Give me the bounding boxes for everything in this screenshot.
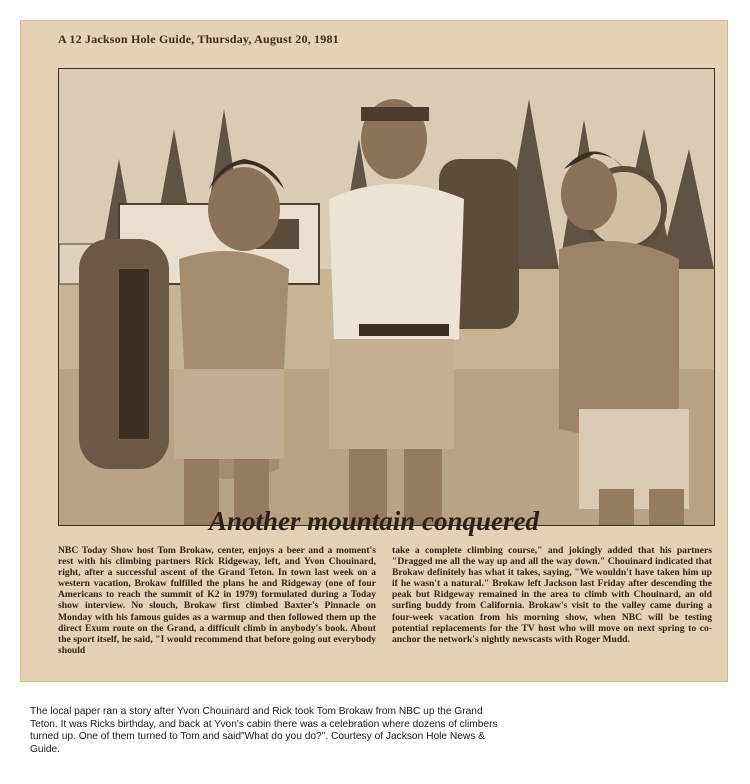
photo-illustration	[59, 69, 714, 525]
headline: Another mountain conquered	[208, 506, 540, 536]
dateline: A 12 Jackson Hole Guide, Thursday, August 20, 1981	[58, 32, 339, 46]
article-column-left: NBC Today Show host Tom Brokaw, center, enjoys a beer and a moment's rest with his climbing partners Rick Ridgeway, left, and Yvon Chouinard, right, after a successful ascent of the Grand Teton. In town last week on a western vacation, Brokaw fulfilled the plans he and Ridgeway (one of four Americans to reach the summit of K2 in 1979) formulated during a Today show interview. No slouch, Brokaw first climbed Baxter's Pinnacle on Monday with his famous guides as a warmup and then followed them up the direct Exum route on the Grand, a difficult climb in anybody's book. About the sport itself, he said, "I would recommend that before going out everybody should	[58, 545, 376, 656]
newspaper-clipping	[20, 20, 728, 682]
article-column-right: take a complete climbing course," and jokingly added that his partners "Dragged me all the way up and all the way down." Chouinard indicated that Brokaw definitely has what it takes, saying, "We wouldn't have taken him up if he wasn't a natural." Brokaw left Jackson last Friday after descending the peak but Ridgeway remained in the area to climb with Chouinard, an old surfing buddy from California. Brokaw's visit to the valley came during a four-week vacation from his morning show, when NBC will be testing potential replacements for the TV host who will move on next spring to co-anchor the network's nightly newscasts with Roger Mudd.	[392, 545, 712, 645]
photo-of-three-climbers	[58, 68, 715, 526]
photo-caption: The local paper ran a story after Yvon Chouinard and Rick took Tom Brokaw from NBC up the Grand Teton. It was Ricks birthday, and back at Yvon's cabin there was a celebration where dozens of climbers turned up. One of them turned to Tom and said"What do you do?". Courtesy of Jackson Hole News & Guide.	[30, 706, 498, 755]
